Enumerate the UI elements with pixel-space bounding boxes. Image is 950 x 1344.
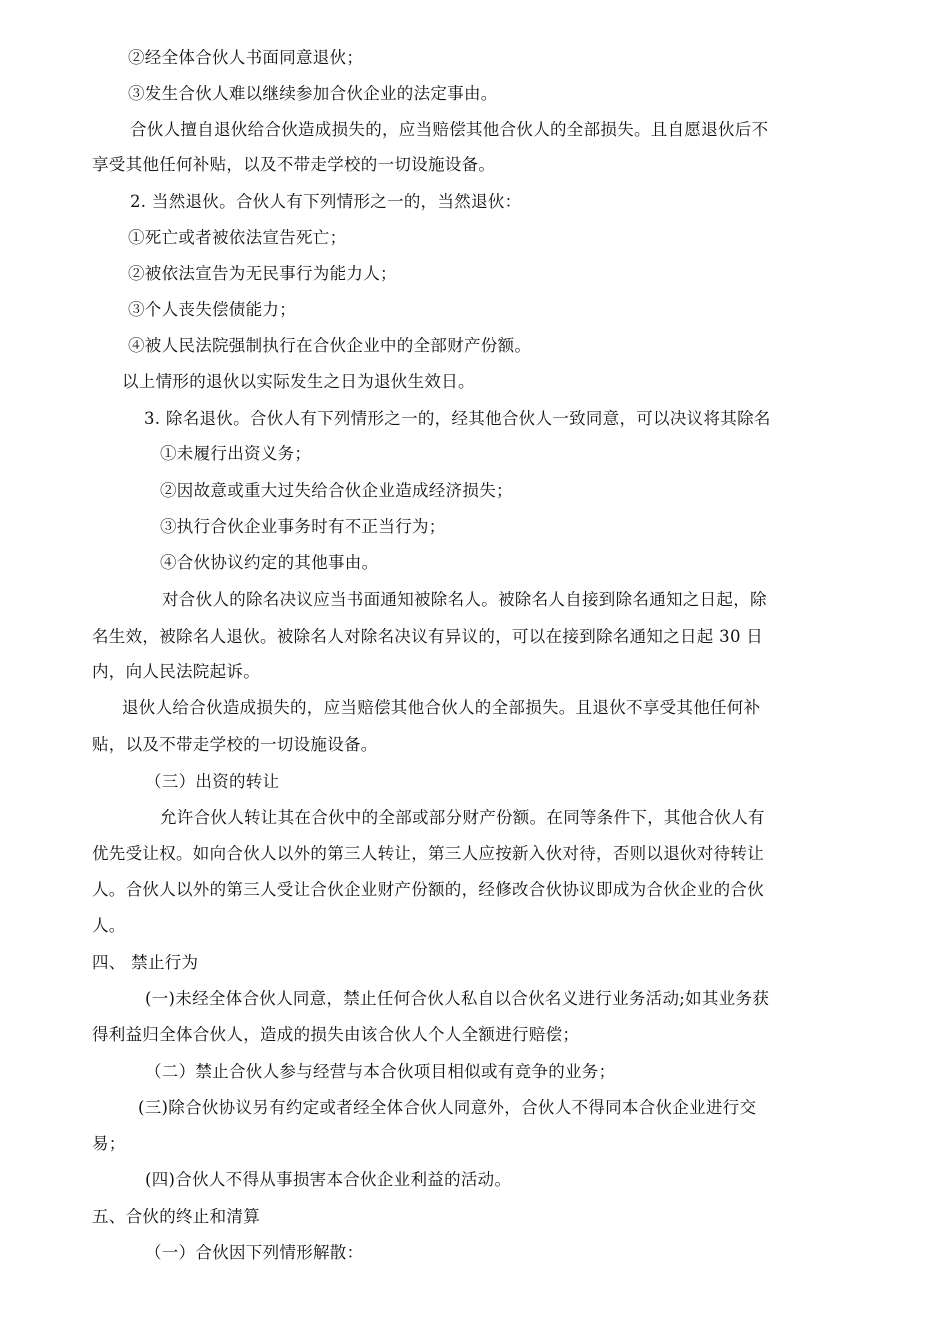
section-heading: 五、合伙的终止和清算: [92, 1207, 260, 1226]
text-line: 退伙人给合伙造成损失的，应当赔偿其他合伙人的全部损失。且退伙不享受其他任何补: [122, 698, 761, 717]
text-line: (四)合伙人不得从事损害本合伙企业利益的活动。: [145, 1170, 512, 1189]
section-heading: 四、 禁止行为: [92, 953, 199, 972]
text-line: ②经全体合伙人书面同意退伙；: [128, 48, 364, 67]
text-line: ②被依法宣告为无民事行为能力人；: [128, 264, 397, 283]
text-line: ④被人民法院强制执行在合伙企业中的全部财产份额。: [128, 336, 532, 355]
text-line: 人。合伙人以外的第三人受让合伙企业财产份额的，经修改合伙协议即成为合伙企业的合伙: [92, 880, 764, 899]
text-line: （一）合伙因下列情形解散：: [145, 1243, 364, 1262]
text-line: ①死亡或者被依法宣告死亡；: [128, 228, 347, 247]
text-line: ③执行合伙企业事务时有不正当行为；: [160, 517, 446, 536]
text-line: 享受其他任何补贴，以及不带走学校的一切设施设备。: [92, 155, 496, 174]
text-line: 以上情形的退伙以实际发生之日为退伙生效日。: [122, 372, 475, 391]
text-line: ④合伙协议约定的其他事由。: [160, 553, 379, 572]
text-line: （二）禁止合伙人参与经营与本合伙项目相似或有竞争的业务；: [145, 1062, 616, 1081]
text-line: 得利益归全体合伙人，造成的损失由该合伙人个人全额进行赔偿；: [92, 1025, 580, 1044]
text-line: 人。: [92, 916, 126, 935]
text-line: 3. 除名退伙。合伙人有下列情形之一的，经其他合伙人一致同意，可以决议将其除名: [144, 409, 771, 428]
text-line: 贴，以及不带走学校的一切设施设备。: [92, 735, 378, 754]
text-line: ②因故意或重大过失给合伙企业造成经济损失；: [160, 481, 513, 500]
text-line: 对合伙人的除名决议应当书面通知被除名人。被除名人自接到除名通知之日起，除: [162, 590, 767, 609]
text-line: 优先受让权。如向合伙人以外的第三人转让，第三人应按新入伙对待，否则以退伙对待转让: [92, 844, 764, 863]
text-line: ①未履行出资义务；: [160, 444, 312, 463]
text-line: ③个人丧失偿债能力；: [128, 300, 296, 319]
text-line: ③发生合伙人难以继续参加合伙企业的法定事由。: [128, 84, 498, 103]
text-line: 合伙人擅自退伙给合伙造成损失的，应当赔偿其他合伙人的全部损失。且自愿退伙后不: [130, 120, 769, 139]
text-line: 2. 当然退伙。合伙人有下列情形之一的，当然退伙：: [130, 192, 522, 211]
text-line: 内，向人民法院起诉。: [92, 662, 260, 681]
section-heading: （三）出资的转让: [145, 772, 280, 791]
text-line: (三)除合伙协议另有约定或者经全体合伙人同意外，合伙人不得同本合伙企业进行交: [138, 1098, 757, 1117]
text-line: 允许合伙人转让其在合伙中的全部或部分财产份额。在同等条件下，其他合伙人有: [160, 808, 765, 827]
text-line: 名生效，被除名人退伙。被除名人对除名决议有异议的，可以在接到除名通知之日起 30 日: [92, 627, 764, 646]
text-line: 易；: [92, 1134, 126, 1153]
text-line: (一)未经全体合伙人同意，禁止任何合伙人私自以合伙名义进行业务活动;如其业务获: [145, 989, 770, 1008]
